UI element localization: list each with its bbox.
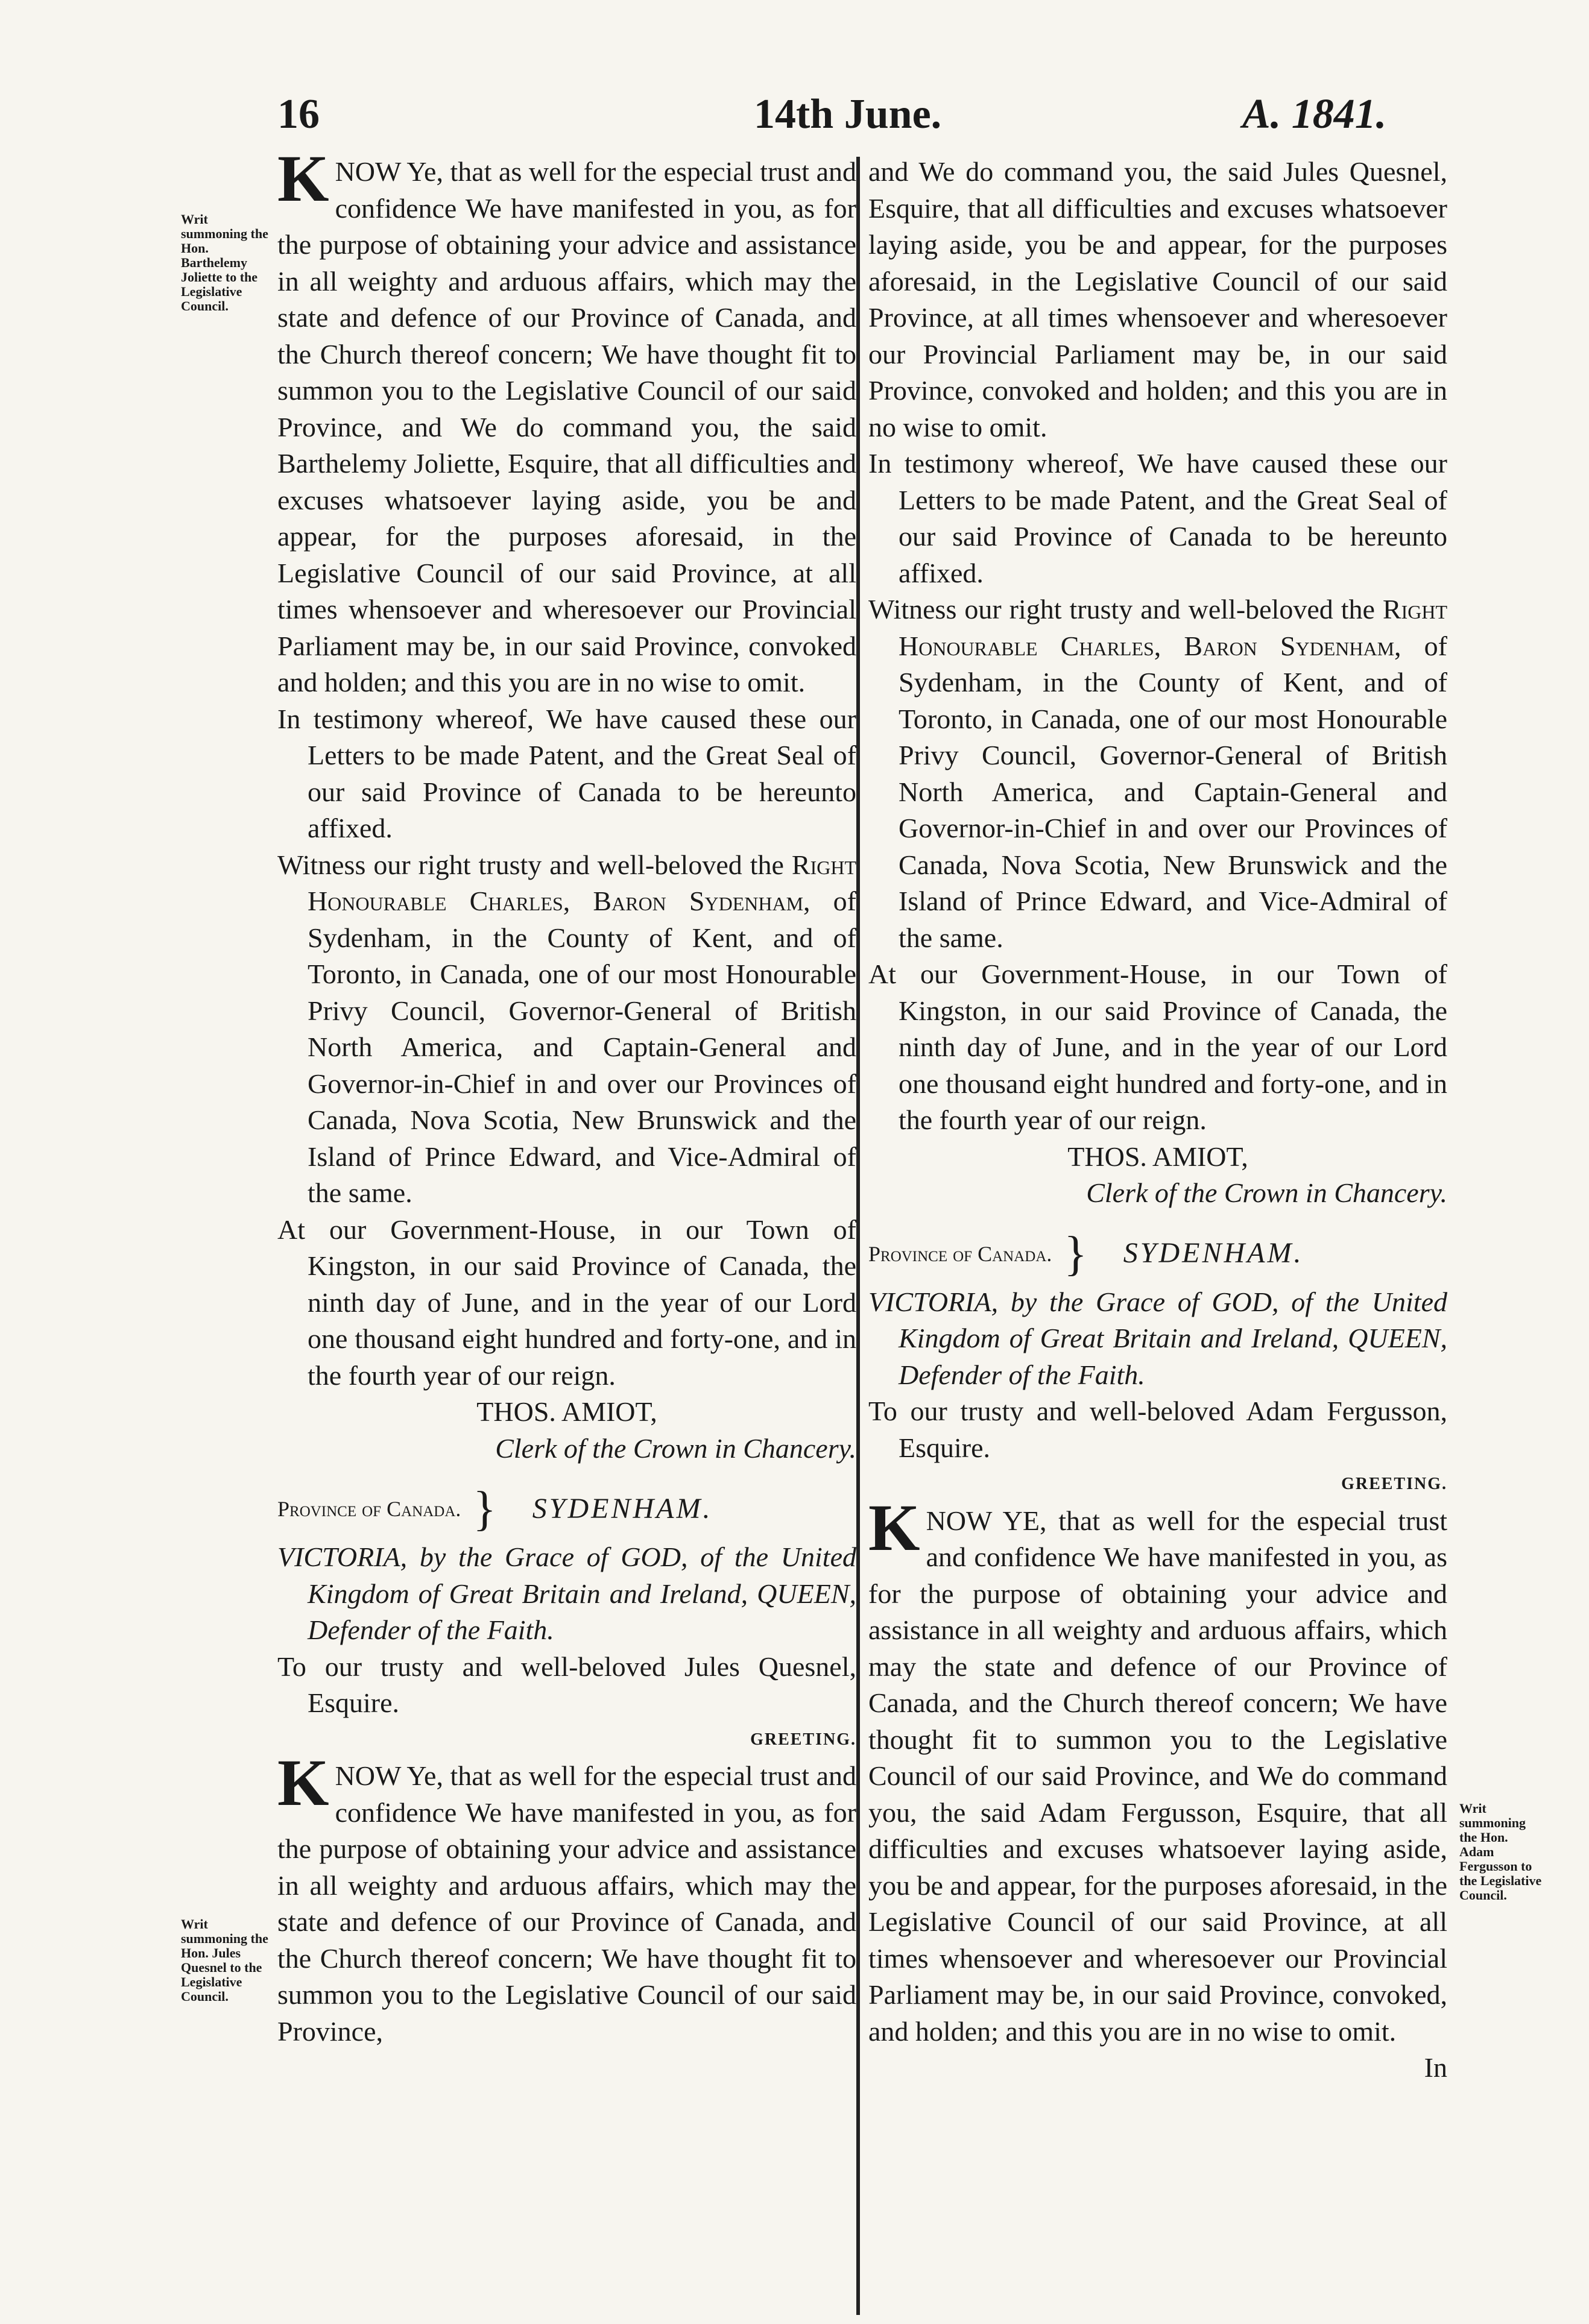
- signer-title: Clerk of the Crown in Chancery.: [495, 1432, 856, 1464]
- page-header: [0, 90, 1589, 151]
- testimony-clause: In testimony whereof, We have caused these our Letters to be made Patent, and the Great Seal of our said Province of Canada to be hereunto affixed.: [277, 703, 856, 843]
- greeting-label: GREETING.: [1341, 1475, 1447, 1493]
- witness-name: Right Honourable Charles, Baron Sydenham,: [899, 594, 1447, 661]
- given-at-clause: At our Government-House, in our Town of Kingston, in our said Province of Canada, the ninth day of June, and in the year of our Lord one thousand eight hundred and forty-one, and in the fourth year of our reign.: [868, 959, 1447, 1135]
- signer-name: THOS. AMIOT,: [1067, 1141, 1248, 1172]
- addressee-line: To our trusty and well-beloved Adam Fergusson, Esquire.: [868, 1396, 1447, 1463]
- writ-quesnel: [277, 1746, 856, 2050]
- writ-body: NOW Ye, that as well for the especial trust and confidence We have manifested in you, as for the purpose of obtaining your advice and assistance in all weighty and arduous affairs, which may the state and defence of our Province of Canada, and the Church thereof concern; We have thought fit to summon you to the Legislative Council of our said Province,: [277, 1760, 856, 2047]
- province-label: Province of Canada.: [277, 1497, 461, 1521]
- drop-cap: K: [277, 1746, 329, 1819]
- running-date: 14th June.: [754, 91, 942, 137]
- governor-name: SYDENHAM.: [1123, 1237, 1304, 1270]
- witness-text-a: Witness our right trusty and well-beloved the: [277, 849, 792, 880]
- margin-note-fergusson: Writ summoning the Hon. Adam Fergusson to the Legislative Council.: [1459, 1801, 1542, 1903]
- signer-name: THOS. AMIOT,: [476, 1396, 657, 1427]
- brace-glyph: }: [473, 1482, 496, 1535]
- witness-name: Right Honourable Charles, Baron Sydenham,: [308, 849, 856, 916]
- writ-body: NOW YE, that as well for the especial trust and confidence We have manifested in you, as for the purpose of obtaining your advice and assistance in all weighty and arduous affairs, which may the state and defence of our Province of Canada, and the Church thereof concern; We have thought fit to summon you to the Legislative Council of our said Province, and We do command you, the said Adam Fergusson, Esquire, that all difficulties and excuses whatsoever laying aside, you be and appear, for the purposes aforesaid, in the Legislative Council of our said Province, at all times whensoever and wheresoever our Provincial Parliament may be, in our said Province, convoked, and holden; and this you are in no wise to omit.: [868, 1505, 1447, 2047]
- province-block: [868, 1227, 1447, 1280]
- greeting-label: GREETING.: [750, 1730, 856, 1749]
- margin-note-quesnel: Writ summoning the Hon. Jules Quesnel to the Legislative Council.: [181, 1916, 268, 2004]
- witness-clause: [868, 591, 1447, 956]
- writ-joliette: [277, 142, 856, 701]
- witness-clause: [277, 847, 856, 1212]
- testimony-clause: In testimony whereof, We have caused these our Letters to be made Patent, and the Great Seal of our said Province of Canada to be hereunto affixed.: [868, 448, 1447, 588]
- witness-text-a: Witness our right trusty and well-beloved the: [868, 594, 1383, 625]
- addressee-line: To our trusty and well-beloved Jules Quesnel, Esquire.: [277, 1651, 856, 1718]
- page-number: 16: [277, 91, 320, 137]
- drop-cap: K: [277, 142, 329, 215]
- governor-name: SYDENHAM.: [532, 1492, 713, 1525]
- drop-cap: K: [868, 1490, 920, 1564]
- writ-body: NOW Ye, that as well for the especial trust and confidence We have manifested in you, as for the purpose of obtaining your advice and assistance in all weighty and arduous affairs, which may the state and defence of our Province of Canada, and the Church thereof concern; We have thought fit to summon you to the Legislative Council of our said Province, and We do command you, the said Barthelemy Joliette, Esquire, that all difficulties and excuses whatsoever laying aside, you be and appear, for the purposes aforesaid, in the Legislative Council of our said Province, at all times whensoever and wheresoever our Provincial Parliament may be, in our said Province, convoked and holden; and this you are in no wise to omit.: [277, 156, 856, 698]
- brace-glyph: }: [1064, 1227, 1087, 1280]
- given-at-clause: At our Government-House, in our Town of Kingston, in our said Province of Canada, the ninth day of June, and in the year of our Lord one thousand eight hundred and forty-one, and in the fourth year of our reign.: [277, 1214, 856, 1391]
- margin-note-joliette: Writ summoning the Hon. Barthelemy Joliette to the Legislative Council.: [181, 212, 268, 313]
- left-column: [277, 142, 856, 2050]
- province-block: [277, 1482, 856, 1535]
- writ-quesnel-continued: and We do command you, the said Jules Quesnel, Esquire, that all difficulties and excuses whatsoever laying aside, you be and appear, for the purposes aforesaid, in the Legislative Council of our said Province, at all times whensoever and wheresoever our Provincial Parliament may be, in our said Province, convoked and holden; and this you are in no wise to omit.: [868, 156, 1447, 442]
- catchword: In: [1424, 2052, 1447, 2083]
- province-label: Province of Canada.: [868, 1241, 1052, 1266]
- royal-style: VICTORIA, by the Grace of GOD, of the United Kingdom of Great Britain and Ireland, QUEEN, Defender of the Faith.: [868, 1286, 1447, 1390]
- running-year: A. 1841.: [1242, 91, 1387, 137]
- royal-style: VICTORIA, by the Grace of GOD, of the United Kingdom of Great Britain and Ireland, QUEEN, Defender of the Faith.: [277, 1541, 856, 1645]
- right-column: [868, 154, 1447, 2086]
- signer-title: Clerk of the Crown in Chancery.: [1086, 1177, 1447, 1208]
- column-divider: [856, 157, 860, 2315]
- writ-fergusson: [868, 1490, 1447, 2050]
- witness-text-b: of Sydenham, in the County of Kent, and of Toronto, in Canada, one of our most Honourable Privy Council, Governor-General of British North America, and Captain-General and Governor-in-Chief in and over our Provinces of Canada, Nova Scotia, New Brunswick and the Island of Prince Edward, and Vice-Admiral of the same.: [308, 886, 856, 1208]
- witness-text-b: of Sydenham, in the County of Kent, and of Toronto, in Canada, one of our most Honourable Privy Council, Governor-General of British North America, and Captain-General and Governor-in-Chief in and over our Provinces of Canada, Nova Scotia, New Brunswick and the Island of Prince Edward, and Vice-Admiral of the same.: [899, 630, 1447, 953]
